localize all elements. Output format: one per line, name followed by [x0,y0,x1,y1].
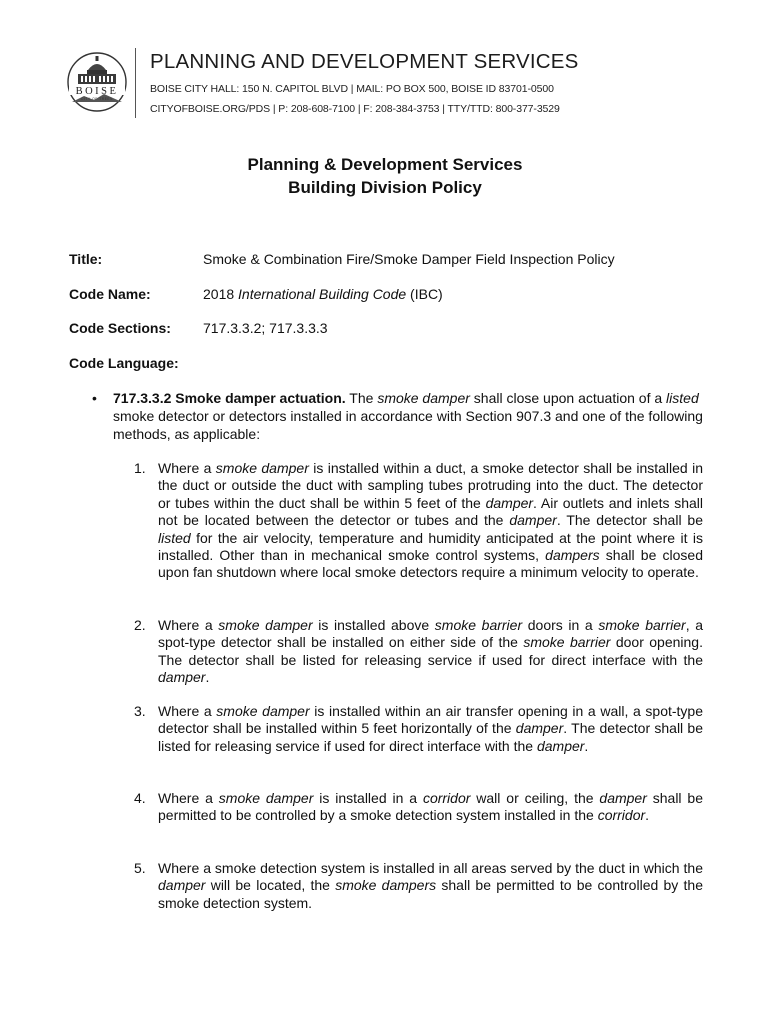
logo-wordmark [66,50,128,114]
text-part: is installed above [312,617,435,633]
text-part: for the air velocity, temperature and humidity anticipated at the point where it is installed. Other than in mechanical smoke control systems, [158,529,703,564]
text-italic: smoke damper [215,460,309,476]
section-text [113,389,703,443]
doc-title-line2: Building Division Policy [288,178,482,197]
text-part: is installed within an air transfer opening in a wall, a spot-type detector shall be installed within 5 feet horizontally of the [158,703,703,737]
text-part: will be located, the [205,877,336,894]
contact-line: CITYOFBOISE.ORG/PDS | P: 208-608-7100 | F: 208-384-3753 | TTY/TTD: 800-377-3529 [150,103,560,115]
logo-word: BOISE [75,86,119,97]
list-item-number: 2. [134,617,146,633]
text-italic: damper [599,790,647,806]
text-italic: smoke dampers [335,877,437,894]
section-text-italic: listed [666,390,699,406]
code-name-value [203,286,443,302]
text-part: . The detector shall be listed for releasing service if used for direct interface with the [158,720,703,754]
text-part: . The detector shall be [556,512,703,529]
text-part: shall be closed upon fan shutdown where local smoke detectors require a minimum velocity to operate. [158,547,703,581]
code-language-label: Code Language: [69,355,179,371]
text-part: . [645,807,650,824]
list-item-text [158,460,703,582]
address-line: BOISE CITY HALL: 150 N. CAPITOL BLVD | MAIL: PO BOX 500, BOISE ID 83701-0500 [150,83,554,95]
bullet-icon: • [92,390,97,406]
org-name: PLANNING AND DEVELOPMENT SERVICES [150,50,579,73]
text-part: . Air outlets and inlets shall not be located between the detector or tubes and the [158,494,703,529]
code-name-label: Code Name: [69,286,151,302]
logo-subtext: CITY OF TREES [81,97,113,101]
list-item-number: 1. [134,460,146,476]
letterhead-divider [135,48,136,118]
text-part: is installed in a [313,790,423,806]
text-italic: listed [158,529,191,546]
text-part: . [584,737,589,754]
text-italic: damper [485,494,534,511]
title-value: Smoke & Combination Fire/Smoke Damper Field Inspection Policy [203,251,615,267]
text-part: Where a smoke detection system is installed in all areas served by the duct in which the [158,860,703,876]
list-item-number: 4. [134,790,146,806]
text-italic: corridor [597,807,646,824]
text-italic: damper [158,669,206,686]
list-item-text [158,860,703,912]
text-italic: smoke damper [218,617,313,633]
list-item-number: 5. [134,860,146,876]
text-italic: damper [515,720,564,737]
text-part: Where a [158,790,219,806]
section-text-italic: smoke damper [377,390,470,406]
text-italic: damper [509,512,557,529]
text-italic: corridor [422,790,471,806]
text-part: Where a [158,703,217,719]
list-item-number: 3. [134,703,146,719]
letterhead [66,48,706,120]
text-italic: smoke barrier [434,617,523,633]
code-name-italic: International Building Code [238,286,407,302]
list-item-text [158,790,703,825]
code-sections-value: 717.3.3.2; 717.3.3.3 [203,320,328,336]
text-part: Where a [158,460,216,476]
text-italic: smoke damper [218,790,314,806]
text-italic: damper [158,877,206,894]
text-part: shall be permitted to be controlled by a smoke detection system installed in the [158,790,703,824]
text-part: Where a [158,617,219,633]
list-item-text [158,703,703,755]
text-italic: damper [536,737,585,754]
text-italic: smoke barrier [523,634,611,651]
text-italic: smoke barrier [598,617,686,633]
text-part: doors in a [522,617,599,633]
code-name-year: 2018 [203,286,239,302]
list-item-text [158,617,703,687]
text-part: is installed within a duct, a smoke detector shall be installed in the duct or outside the duct with sampling tubes protruding into the duct. The detector or tubes within the duct shall be within 5 feet of the [158,460,703,511]
section-text-part: shall close upon actuation of a [469,390,667,406]
text-part: shall be permitted to be controlled by the smoke detection system. [158,877,703,911]
code-sections-label: Code Sections: [69,320,171,336]
text-italic: dampers [545,547,600,564]
section-heading: 717.3.3.2 Smoke damper actuation. [113,390,346,406]
section-text-part: The [345,390,378,406]
text-part: , a spot-type detector shall be installed on either side of the [158,617,703,651]
code-name-suffix: (IBC) [406,286,443,302]
text-italic: smoke damper [216,703,310,719]
text-part: wall or ceiling, the [470,790,600,806]
text-part: . [205,669,210,686]
title-label: Title: [69,251,103,267]
text-part: door opening. The detector shall be listed for releasing service if used for direct interface with the [158,634,703,668]
doc-title-line1: Planning & Development Services [247,155,523,174]
section-text-part: smoke detector or detectors installed in accordance with Section 907.3 and one of the following methods, as applicable: [113,408,703,442]
